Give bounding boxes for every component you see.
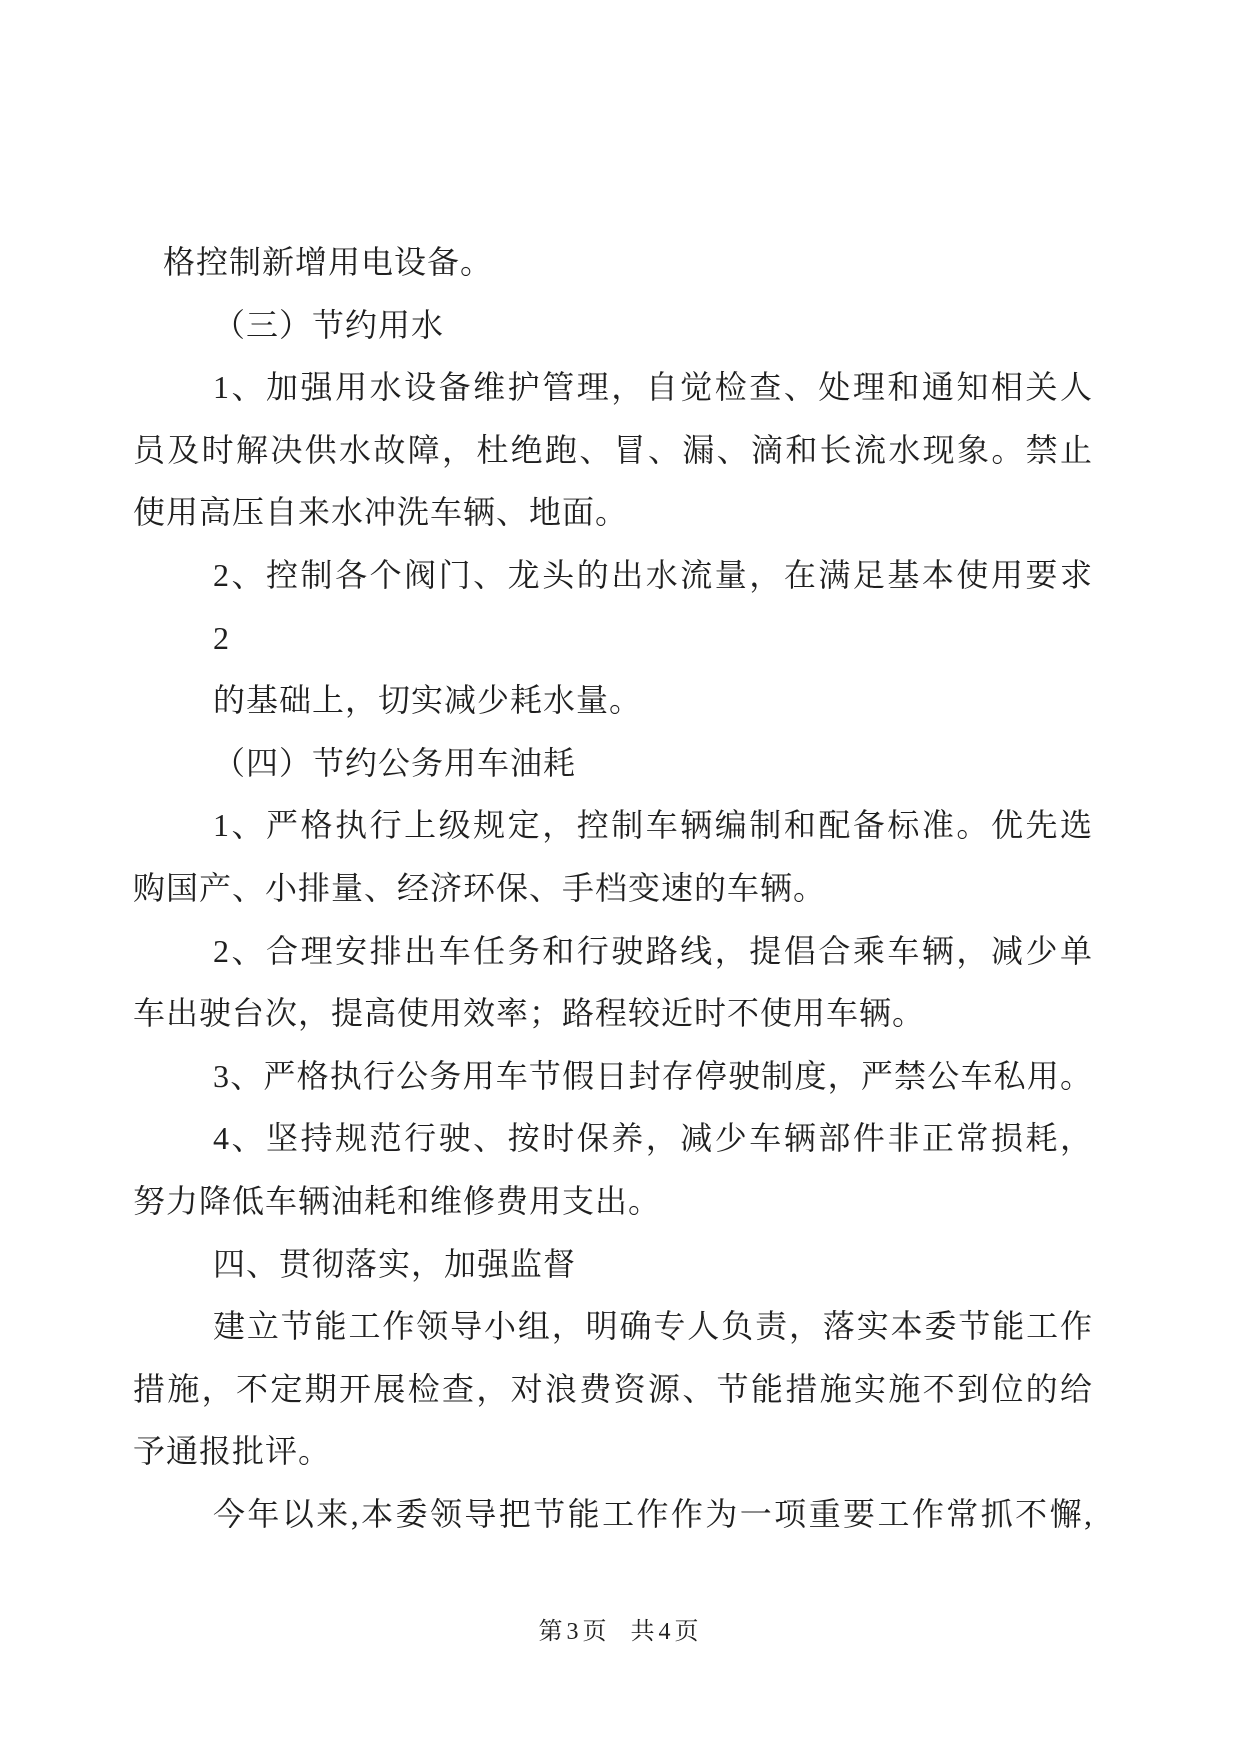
text-line: （四）节约公务用车油耗 [213,744,577,781]
text-line: 2 [213,619,230,656]
text-line: 3、严格执行公务用车节假日封存停驶制度，严禁公车私用。 [213,1057,1093,1094]
text-line: （三）节约用水 [213,306,445,343]
document-body [133,231,1093,1545]
text-line: 努力降低车辆油耗和维修费用支出。 [133,1182,662,1219]
text-line: 4、坚持规范行驶、按时保养，减少车辆部件非正常损耗， [213,1120,1093,1157]
text-line: 员及时解决供水故障，杜绝跑、冒、漏、滴和长流水现象。禁止 [133,431,1093,468]
page-footer [0,1612,1241,1652]
text-line: 购国产、小排量、经济环保、手档变速的车辆。 [133,869,827,906]
text-line: 予通报批评。 [133,1433,332,1470]
text-line: 车出驶台次，提高使用效率；路程较近时不使用车辆。 [133,995,926,1032]
text-line: 今年以来,本委领导把节能工作作为一项重要工作常抓不懈, [213,1495,1093,1532]
text-line: 措施，不定期开展检查，对浪费资源、节能措施实施不到位的给 [133,1370,1093,1407]
text-line: 使用高压自来水冲洗车辆、地面。 [133,494,629,531]
text-line: 2、控制各个阀门、龙头的出水流量，在满足基本使用要求 [213,556,1093,593]
text-line: 建立节能工作领导小组，明确专人负责，落实本委节能工作 [213,1308,1093,1345]
text-line: 1、严格执行上级规定，控制车辆编制和配备标准。优先选 [213,807,1093,844]
text-line: 的基础上，切实减少耗水量。 [213,682,643,719]
text-line: 四、贯彻落实，加强监督 [213,1245,577,1282]
text-line: 2、合理安排出车任务和行驶路线，提倡合乘车辆，减少单 [213,932,1093,969]
text-line: 格控制新增用电设备。 [163,244,494,280]
text-line: 1、加强用水设备维护管理，自觉检查、处理和通知相关人 [213,369,1093,406]
page-number-label: 第3页 共4页 [538,1619,703,1645]
